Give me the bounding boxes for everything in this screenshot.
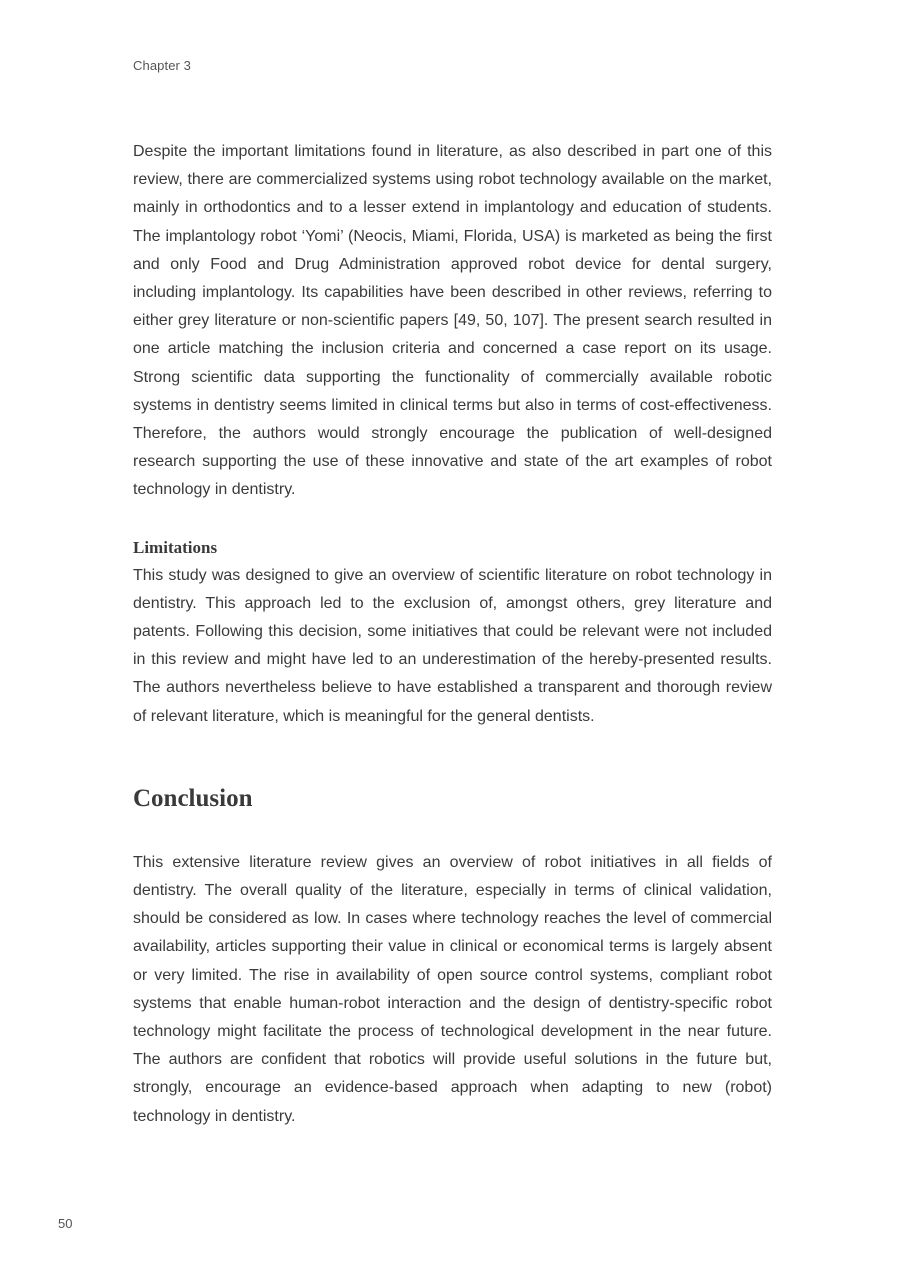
page-content <box>133 138 772 1131</box>
limitations-paragraph: This study was designed to give an overview of scientific literature on robot technology in dentistry. This approach led to the exclusion of, amongst others, grey literature and patents. Following this decision, some initiatives that could be relevant were not included in this review and might have led to an underestimation of the hereby-presented results. The authors nevertheless believe to have established a transparent and thorough review of relevant literature, which is meaningful for the general dentists. <box>133 566 772 725</box>
discussion-paragraph: Despite the important limitations found in literature, as also described in part one of this review, there are commercialized systems using robot technology available on the market, mainly in orthodontics and to a lesser extend in implantology and education of students. The implantology robot ‘Yomi’ (Neocis, Miami, Florida, USA) is marketed as being the first and only Food and Drug Administration approved robot device for dental surgery, including implantology. Its capabilities have been described in other reviews, referring to either grey literature or non-scientific papers [49, 50, 107]. The present search resulted in one article matching the inclusion criteria and concerned a case report on its usage. Strong scientific data supporting the functionality of commercially available robotic systems in dentistry seems limited in clinical terms but also in terms of cost-effectiveness. Therefore, the authors would strongly encourage the publication of well-designed research supporting the use of these innovative and state of the art examples of robot technology in dentistry. <box>133 143 772 499</box>
running-header: Chapter 3 <box>133 58 191 73</box>
conclusion-heading: Conclusion <box>133 784 253 812</box>
conclusion-paragraph: This extensive literature review gives an overview of robot initiatives in all fields of dentistry. The overall quality of the literature, especially in terms of clinical validation, should be considered as low. In cases where technology reaches the level of commercial availability, articles supporting their value in clinical or economical terms is largely absent or very limited. The rise in availability of open source control systems, compliant robot systems that enable human-robot interaction and the design of dentistry-specific robot technology might facilitate the process of technological development in the near future. The authors are confident that robotics will provide useful solutions in the future but, strongly, encourage an evidence-based approach when adapting to new (robot) technology in dentistry. <box>133 853 772 1125</box>
page-number: 50 <box>58 1216 73 1231</box>
limitations-heading: Limitations <box>133 537 218 557</box>
